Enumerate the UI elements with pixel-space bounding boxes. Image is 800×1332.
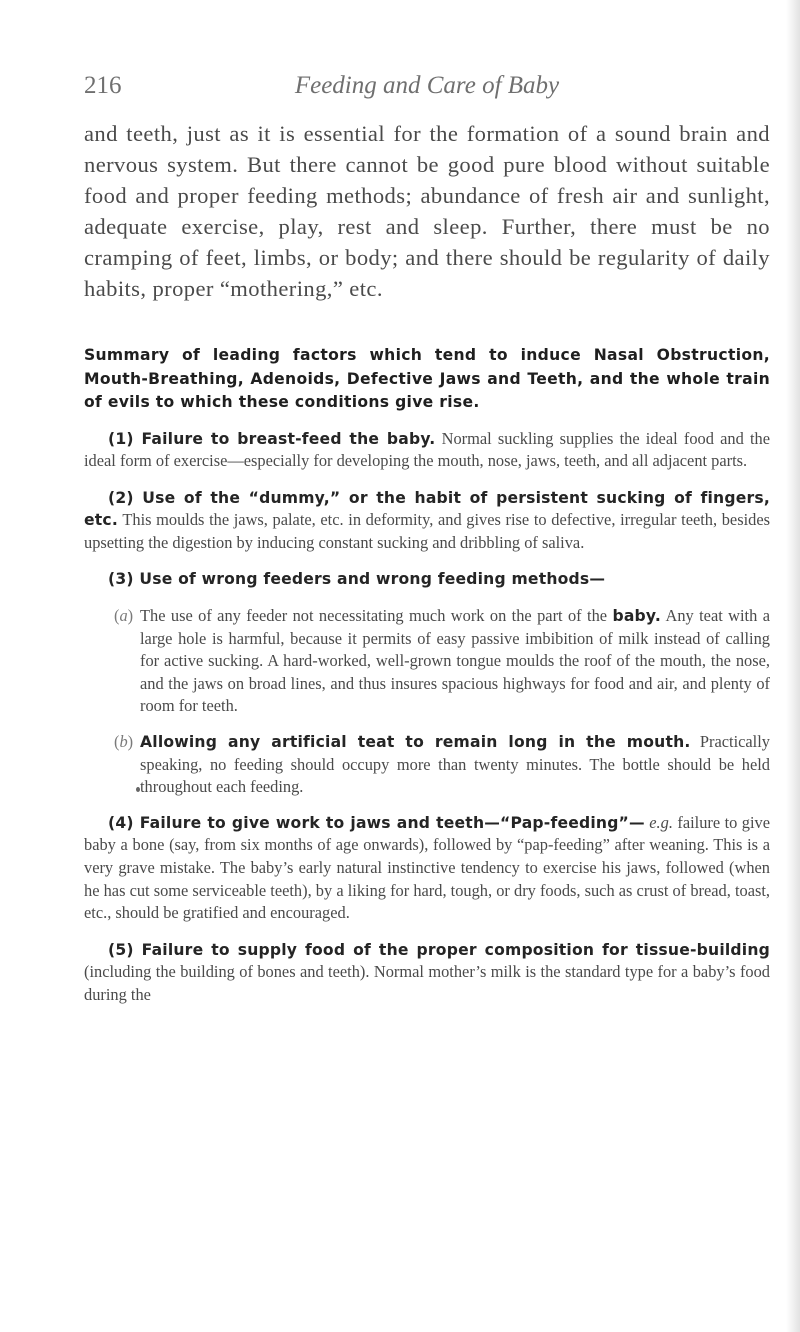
factor-2-text: This moulds the jaws, palate, etc. in deformity, and gives rise to defective, irregular teeth, besides upsetting the digestion by inducing constant sucking and dribbling of saliva. — [84, 510, 770, 552]
factor-4-heading: Failure to give work to jaws and teeth—“Pap-feeding”— — [139, 813, 645, 832]
subitem-b-letter: b — [119, 732, 128, 752]
running-title: Feeding and Care of Baby — [294, 72, 560, 99]
factor-4-number: (4) — [108, 813, 134, 832]
continuation-paragraph: and teeth, just as it is essential for the formation of a sound brain and nervous system. But there cannot be good pure blood without suitable food and proper feeding methods; abundance of fresh air and sunlight, adequate exercise, play, rest and sleep. Further, there must be no cramping of feet, limbs, or body; and there should be regularity of daily habits, proper “mothering,” etc. — [84, 121, 770, 301]
factor-3-heading: Use of wrong feeders and wrong feeding methods— — [139, 570, 606, 589]
factor-2 — [84, 487, 770, 555]
factor-2-heading: Use of the “dummy,” or the habit of persistent sucking of fingers, etc. — [84, 488, 770, 530]
subitem-a-bold-word: baby. — [612, 607, 661, 626]
factor-1-text: Normal suckling supplies the ideal food and the ideal form of exercise—especially for developing the mouth, nose, jaws, teeth, and all adjacent parts. — [84, 428, 771, 471]
page-number: 216 — [84, 72, 122, 99]
factor-1-heading: Failure to breast-feed the baby. — [141, 429, 436, 448]
summary-heading: Summary of leading factors which tend to induce Nasal Obstruction, Mouth-Breathing, Adenoids, Defective Jaws and Teeth, and the whole train of evils to which these conditions give rise. — [84, 346, 770, 411]
factor-3 — [84, 568, 770, 591]
factor-4-abbrev: e.g. — [649, 812, 673, 832]
factor-4-text: failure to give baby a bone (say, from six months of age onwards), followed by “pap-feeding” after weaning. This is a very grave mistake. The baby’s early natural instinctive tendency to exercise his jaws, followed (when he has cut some serviceable teeth), by a liking for hard, tough, or dry foods, such as crust of bread, toast, etc., should be gratified and encouraged. — [84, 812, 770, 923]
factor-5-number: (5) — [108, 940, 134, 959]
factor-3-subitem-b — [114, 731, 770, 799]
factor-5-text: (including the building of bones and teeth). Normal mother’s milk is the standard type for a baby’s food during the — [84, 962, 770, 1004]
factor-1 — [84, 428, 770, 473]
factor-4 — [84, 812, 770, 925]
factor-3-subitem-a — [114, 605, 770, 718]
subitem-a-marker: (a) — [114, 606, 134, 626]
book-page — [84, 72, 770, 1021]
factor-3-number: (3) — [108, 570, 134, 589]
subitem-b-marker: (b) — [114, 732, 134, 752]
subitem-a-text-after: Any teat with a large hole is harmful, because it permits of easy passive imbibition of milk instead of calling for active sucking. A hard-worked, well-grown tongue moulds the roof of the mouth, the nose, and the jaws on broad lines, and thus insures spacious highways for food and air, and plenty of room for teeth. — [140, 606, 770, 716]
page-edge-shadow — [786, 0, 800, 1332]
subitem-a-text-before: The use of any feeder not necessitating much work on the part of the — [140, 606, 608, 626]
running-head — [84, 72, 770, 106]
factor-5 — [84, 939, 770, 1007]
subitem-a-letter: a — [119, 606, 128, 626]
factor-2-number: (2) — [108, 488, 134, 507]
subitem-b-text: Practically speaking, no feeding should occupy more than twenty minutes. The bottle should be held throughout each feeding. — [140, 732, 770, 797]
factor-1-number: (1) — [108, 429, 134, 448]
subitem-b-heading: Allowing any artificial teat to remain long in the mouth. — [140, 733, 691, 752]
factor-5-heading: Failure to supply food of the proper composition for tissue-building — [141, 940, 770, 959]
